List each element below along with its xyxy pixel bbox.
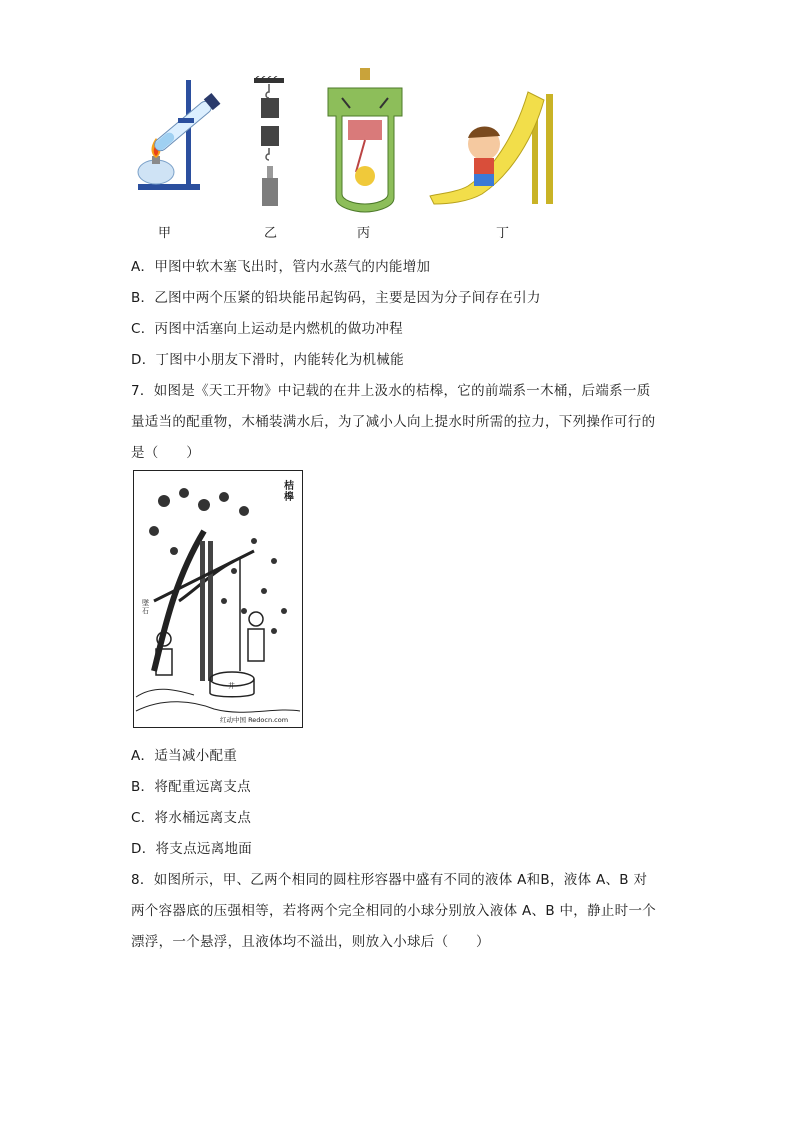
q7-option-a: A．适当减小配重 bbox=[131, 748, 238, 764]
q7-figure-well-label: 井 bbox=[228, 682, 235, 690]
q8-stem-line-2: 两个容器底的压强相等，若将两个完全相同的小球分别放入液体 A、B 中，静止时一个 bbox=[131, 903, 657, 919]
q7-stem-line-3: 是（ ） bbox=[131, 445, 200, 461]
caption-bing: 丙 bbox=[357, 226, 371, 241]
caption-ding: 丁 bbox=[496, 226, 510, 241]
q7-well-sweep-illustration bbox=[133, 470, 303, 728]
q7-stem-line-2: 量适当的配重物，木桶装满水后，为了减小人向上提水时所需的拉力，下列操作可行的 bbox=[131, 414, 656, 430]
q8-stem-line-3: 漂浮，一个悬浮，且液体均不溢出，则放入小球后（ ） bbox=[131, 934, 490, 950]
q7-option-c: C．将水桶远离支点 bbox=[131, 810, 252, 826]
q7-figure-watermark: 红动中国 Redocn.com bbox=[220, 716, 289, 724]
q6-option-d: D．丁图中小朋友下滑时，内能转化为机械能 bbox=[131, 352, 404, 368]
figure-yi-lead-blocks bbox=[250, 76, 290, 211]
figure-ding-slide bbox=[428, 86, 578, 208]
q6-option-a: A．甲图中软木塞飞出时，管内水蒸气的内能增加 bbox=[131, 259, 431, 275]
q7-option-d: D．将支点远离地面 bbox=[131, 841, 253, 857]
figure-jia-test-tube bbox=[128, 76, 238, 196]
figure-bing-engine bbox=[320, 68, 410, 213]
caption-jia: 甲 bbox=[158, 226, 172, 241]
q7-figure-title-char-2: 槔 bbox=[284, 492, 294, 503]
q7-figure-title-char-1: 桔 bbox=[284, 481, 294, 492]
q6-option-b: B．乙图中两个压紧的铅块能吊起钩码，主要是因为分子间存在引力 bbox=[131, 290, 541, 306]
q8-stem-line-1: 8．如图所示，甲、乙两个相同的圆柱形容器中盛有不同的液体 A和B，液体 A、B 对 bbox=[131, 872, 648, 888]
caption-yi: 乙 bbox=[264, 226, 278, 241]
q7-figure-side-label: 墜石 bbox=[142, 599, 149, 615]
q7-stem-line-1: 7．如图是《天工开物》中记载的在井上汲水的桔槔，它的前端系一木桶，后端系一质 bbox=[131, 383, 651, 399]
q6-option-c: C．丙图中活塞向上运动是内燃机的做功冲程 bbox=[131, 321, 403, 337]
q7-figure-title bbox=[284, 481, 296, 503]
q7-option-b: B．将配重远离支点 bbox=[131, 779, 251, 795]
